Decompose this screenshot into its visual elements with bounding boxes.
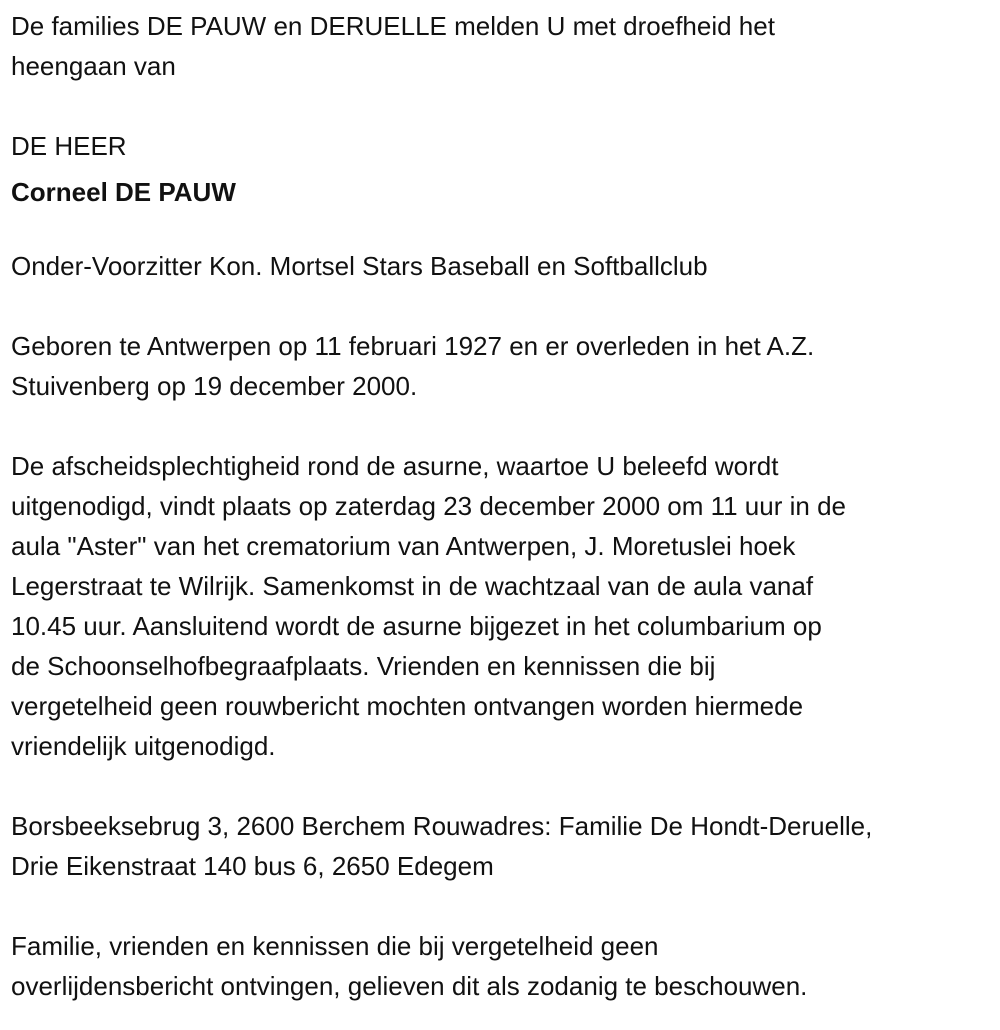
intro-line-1: De families DE PAUW en DERUELLE melden U met droefheid het: [11, 11, 775, 41]
birth-paragraph: [11, 326, 1000, 406]
closing-line-2: overlijdensbericht ontvingen, gelieven dit als zodanig te beschouwen.: [11, 971, 808, 1001]
ceremony-line: Legerstraat te Wilrijk. Samenkomst in de wachtzaal van de aula vanaf: [11, 571, 814, 601]
ceremony-line: 10.45 uur. Aansluitend wordt de asurne bijgezet in het columbarium op: [11, 611, 822, 641]
paragraph-spacer: [11, 86, 1000, 126]
intro-line-2: heengaan van: [11, 51, 176, 81]
address-paragraph: [11, 806, 1000, 886]
address-line-1: Borsbeeksebrug 3, 2600 Berchem Rouwadres: Familie De Hondt-Deruelle,: [11, 811, 873, 841]
deceased-name: Corneel DE PAUW: [11, 177, 236, 207]
ceremony-paragraph: [11, 446, 1000, 766]
paragraph-spacer: [11, 406, 1000, 446]
paragraph-spacer: [11, 206, 1000, 246]
paragraph-spacer: [11, 766, 1000, 806]
role-line: Onder-Voorzitter Kon. Mortsel Stars Baseball en Softballclub: [11, 251, 708, 281]
paragraph-spacer: [11, 886, 1000, 926]
ceremony-line: De afscheidsplechtigheid rond de asurne, waartoe U beleefd wordt: [11, 451, 779, 481]
birth-line-2: Stuivenberg op 19 december 2000.: [11, 371, 418, 401]
ceremony-line: vriendelijk uitgenodigd.: [11, 731, 276, 761]
closing-line-1: Familie, vrienden en kennissen die bij vergetelheid geen: [11, 931, 659, 961]
paragraph-spacer: [11, 286, 1000, 326]
birth-line-1: Geboren te Antwerpen op 11 februari 1927 en er overleden in het A.Z.: [11, 331, 815, 361]
ceremony-line: uitgenodigd, vindt plaats op zaterdag 23 december 2000 om 11 uur in de: [11, 491, 846, 521]
ceremony-line: aula "Aster" van het crematorium van Antwerpen, J. Moretuslei hoek: [11, 531, 796, 561]
title-heading: DE HEER: [11, 131, 127, 161]
ceremony-line: de Schoonselhofbegraafplaats. Vrienden en kennissen die bij: [11, 651, 716, 681]
address-line-2: Drie Eikenstraat 140 bus 6, 2650 Edegem: [11, 851, 494, 881]
closing-paragraph: [11, 926, 1000, 1006]
intro-paragraph: [11, 6, 1000, 86]
ceremony-line: vergetelheid geen rouwbericht mochten ontvangen worden hiermede: [11, 691, 804, 721]
